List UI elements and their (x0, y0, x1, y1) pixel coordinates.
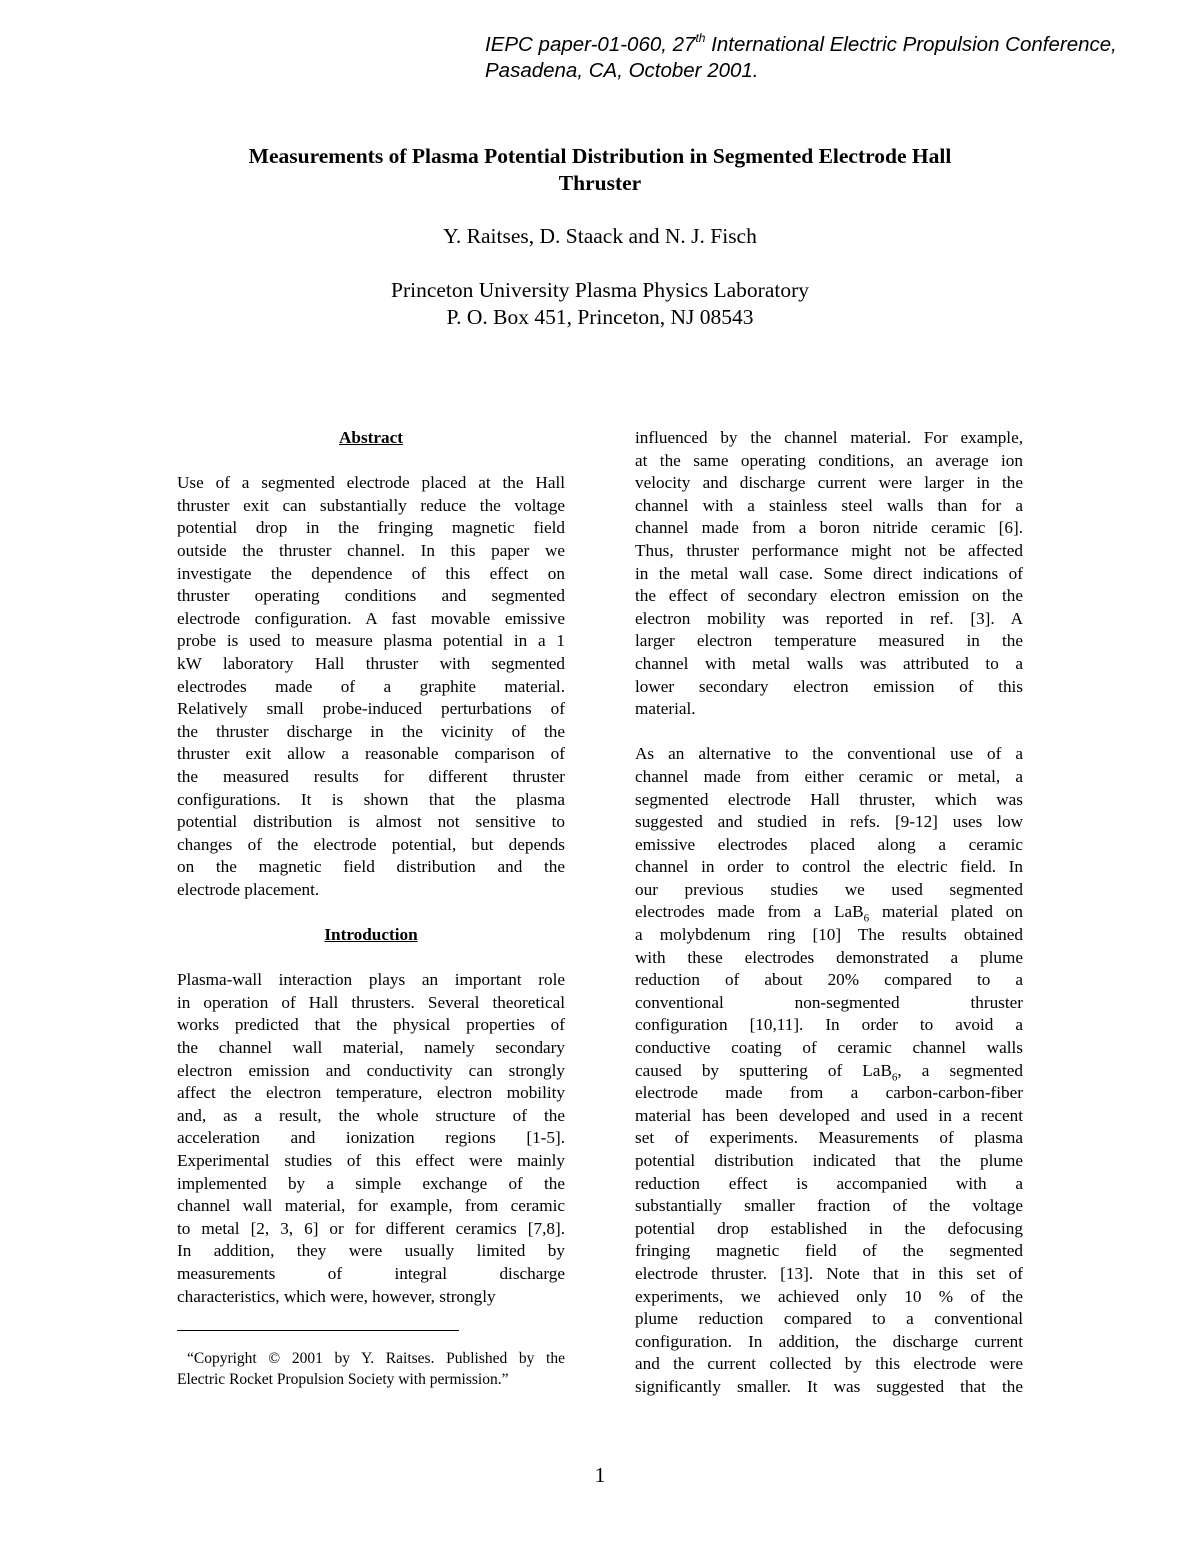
text-line: outside the thruster channel. In this paper we (177, 540, 565, 560)
text-line: Thus, thruster performance might not be affected (635, 540, 1023, 560)
lab6-line-2: caused by sputtering of LaB$_6$, a segmented (635, 1060, 1023, 1084)
text-line: acceleration and ionization regions [1-5]. (177, 1128, 565, 1148)
introduction-heading: Introduction (324, 925, 418, 945)
text-line: a molybdenum ring [10] The results obtained (635, 925, 1023, 945)
text-line: the measured results for different thruster (177, 766, 565, 786)
text-line: In addition, they were usually limited by (177, 1241, 565, 1261)
right-paragraph-2 (635, 743, 1023, 1398)
paper-title: Measurements of Plasma Potential Distribution in Segmented Electrode Hall Thruster (248, 144, 952, 195)
text-line: potential distribution indicated that the plume (635, 1151, 1023, 1170)
text-line: configuration [10,11]. In order to avoid a (635, 1015, 1023, 1035)
text-line: the effect of secondary electron emission on the (635, 586, 1023, 606)
text-line: electrode made from a carbon-carbon-fiber (635, 1083, 1023, 1103)
text-line: our previous studies we used segmented (635, 879, 1023, 899)
text-line: conventional non-segmented thruster (635, 992, 1023, 1012)
text-line: channel made from a boron nitride ceramic [6]. (635, 518, 1023, 538)
text-line: investigate the dependence of this effect on (177, 563, 565, 583)
text-line: reduction effect is accompanied with a (635, 1173, 1023, 1193)
text-line: larger electron temperature measured in the (635, 631, 1023, 651)
text-line: material has been developed and used in a recent (635, 1105, 1023, 1125)
text-line: to metal [2, 3, 6] or for different ceramics [7,8]. (177, 1218, 565, 1238)
text-line: potential distribution is almost not sensitive to (177, 812, 565, 832)
text-line: in the metal wall case. Some direct indications of (635, 563, 1023, 583)
text-line: the thruster discharge in the vicinity of the (177, 721, 565, 741)
text-line: Experimental studies of this effect were mainly (177, 1151, 565, 1170)
text-line: thruster exit allow a reasonable comparison of (177, 744, 565, 764)
text-line: electron emission and conductivity can strongly (177, 1060, 565, 1080)
text-line: Use of a segmented electrode placed at the Hall (177, 473, 565, 493)
footnote-divider (177, 1330, 459, 1331)
text-line: electron mobility was reported in ref. [3]. A (635, 608, 1023, 628)
text-line: thruster operating conditions and segmented (177, 586, 565, 606)
left-column (177, 427, 565, 1308)
text-line: probe is used to measure plasma potential in a 1 (177, 631, 565, 651)
text-line: and the current collected by this electrode were (635, 1354, 1023, 1374)
text-line: channel with metal walls was attributed to a (635, 653, 1023, 673)
text-line: measurements of integral discharge (177, 1263, 565, 1283)
header-line-1: IEPC paper-01-060, 27th International Electric Propulsion Conference, (485, 31, 1117, 56)
text-line: lower secondary electron emission of this (635, 676, 1023, 696)
text-line: the channel wall material, namely secondary (177, 1038, 565, 1058)
text-line: Plasma-wall interaction plays an important role (177, 970, 565, 990)
text-line: channel wall material, for example, from ceramic (177, 1196, 565, 1216)
text-line: with these electrodes demonstrated a plume (635, 947, 1023, 967)
text-line: configurations. It is shown that the plasma (177, 789, 565, 809)
author-list: Y. Raitses, D. Staack and N. J. Fisch (443, 224, 757, 248)
text-line: potential drop established in the defocusing (635, 1218, 1023, 1238)
text-line: and, as a result, the whole structure of the (177, 1105, 565, 1125)
text-line: electrode placement. (177, 879, 320, 899)
text-line: kW laboratory Hall thruster with segmented (177, 653, 565, 673)
text-line: set of experiments. Measurements of plasma (635, 1128, 1023, 1148)
text-line: thruster exit can substantially reduce the voltage (177, 495, 565, 515)
text-line: substantially smaller fraction of the voltage (635, 1196, 1023, 1216)
header-line-2: Pasadena, CA, October 2001. (485, 59, 759, 82)
text-line: emissive electrodes placed along a ceramic (635, 834, 1023, 854)
text-line: electrode thruster. [13]. Note that in this set of (635, 1263, 1023, 1283)
introduction-body (177, 969, 565, 1308)
text-line: Relatively small probe-induced perturbations of (177, 699, 565, 719)
text-line: works predicted that the physical properties of (177, 1015, 565, 1035)
text-line: at the same operating conditions, an average ion (635, 450, 1023, 470)
text-line: As an alternative to the conventional use of a (635, 744, 1023, 764)
right-paragraph-1 (635, 427, 1023, 721)
text-line: plume reduction compared to a conventional (635, 1309, 1023, 1329)
text-line: affect the electron temperature, electron mobility (177, 1083, 565, 1103)
text-line: electrodes made of a graphite material. (177, 676, 565, 696)
text-line: characteristics, which were, however, strongly (177, 1286, 496, 1306)
affiliation: Princeton University Plasma Physics Laboratory P. O. Box 451, Princeton, NJ 08543 (391, 278, 809, 329)
text-line: implemented by a simple exchange of the (177, 1173, 565, 1193)
text-line: experiments, we achieved only 10 % of the (635, 1286, 1023, 1306)
text-line: significantly smaller. It was suggested that the (635, 1376, 1023, 1396)
text-line: material. (635, 699, 696, 719)
text-line: suggested and studied in refs. [9-12] uses low (635, 812, 1023, 832)
text-line: channel with a stainless steel walls than for a (635, 495, 1023, 515)
text-line: fringing magnetic field of the segmented (635, 1241, 1023, 1261)
text-line: changes of the electrode potential, but depends (177, 834, 565, 854)
page-number: 1 (594, 1463, 606, 1487)
text-line: configuration. In addition, the discharge current (635, 1331, 1023, 1351)
text-line: conductive coating of ceramic channel walls (635, 1038, 1023, 1058)
copyright-footnote: “Copyright © 2001 by Y. Raitses. Published by the Electric Rocket Propulsion Society with permission.” (177, 1350, 565, 1388)
lab6-line-1: electrodes made from a LaB$_6$ material plated on (635, 902, 1023, 925)
text-line: channel made from either ceramic or metal, a (635, 766, 1023, 786)
right-column (635, 427, 1023, 1399)
text-line: electrode configuration. A fast movable emissive (177, 608, 565, 628)
text-line: reduction of about 20% compared to a (635, 970, 1023, 990)
text-line: in operation of Hall thrusters. Several theoretical (177, 992, 565, 1012)
text-line: potential drop in the fringing magnetic field (177, 518, 565, 538)
text-line: on the magnetic field distribution and the (177, 857, 565, 877)
text-line: velocity and discharge current were larger in the (635, 473, 1023, 493)
abstract-heading: Abstract (339, 428, 403, 447)
conference-header (485, 32, 1185, 84)
text-line: segmented electrode Hall thruster, which was (635, 789, 1023, 809)
text-line: influenced by the channel material. For example, (635, 428, 1023, 447)
abstract-body (177, 472, 565, 901)
text-line: channel in order to control the electric field. In (635, 857, 1023, 877)
